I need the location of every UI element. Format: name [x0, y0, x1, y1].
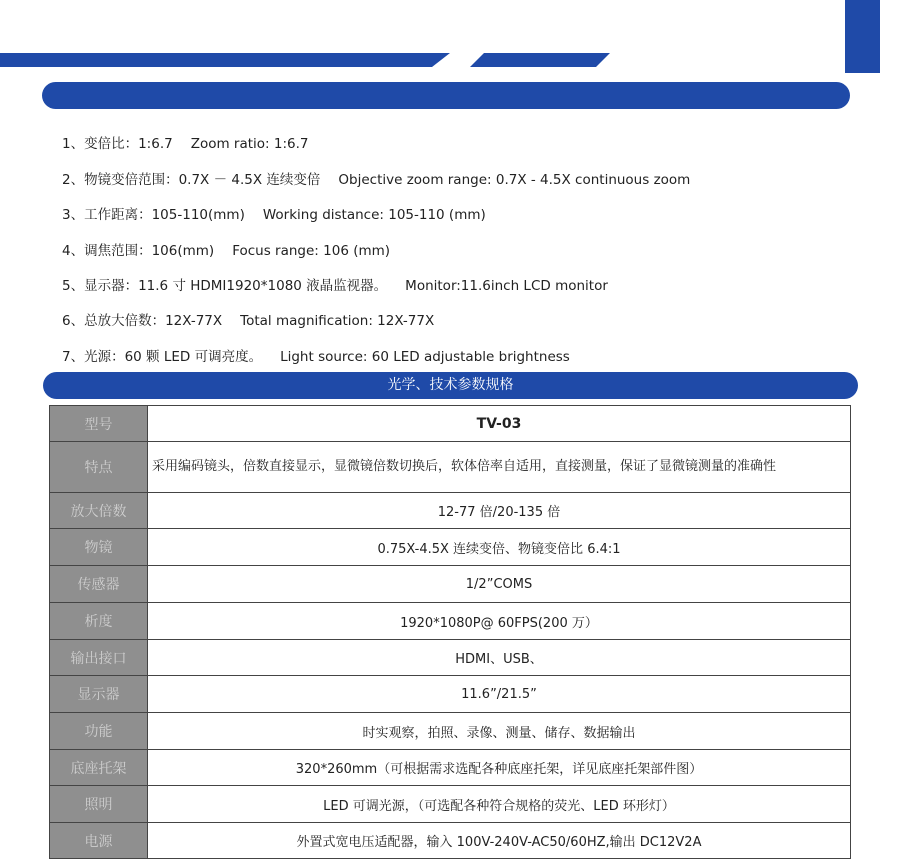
feature-en: Total magnification: 12X-77X [240, 313, 435, 329]
spec-table [49, 405, 851, 859]
section-title: 光学、技术参数规格 [43, 372, 858, 399]
table-row [50, 786, 851, 823]
corner-block [845, 0, 880, 73]
row-value: LED 可调光源，（可选配各种符合规格的荧光、LED 环形灯） [148, 786, 851, 823]
feature-en: Monitor:11.6inch LCD monitor [405, 278, 608, 294]
row-label: 照明 [50, 786, 148, 823]
row-value: 采用编码镜头，倍数直接显示，显微镜倍数切换后，软体倍率自适用，直接测量，保证了显微镜测量的准确性 [148, 442, 851, 493]
feature-line [62, 203, 486, 223]
row-label: 功能 [50, 713, 148, 750]
table-row [50, 566, 851, 603]
row-value: 1920*1080P@ 60FPS(200 万） [148, 603, 851, 640]
table-row [50, 676, 851, 713]
row-label: 放大倍数 [50, 493, 148, 529]
feature-line [62, 309, 434, 329]
row-value: 0.75X-4.5X 连续变倍、物镜变倍比 6.4:1 [148, 529, 851, 566]
feature-zh: 6、总放大倍数：12X-77X [62, 313, 223, 329]
feature-line [62, 132, 309, 152]
row-value: 外置式宽电压适配器，输入 100V-240V-AC50/60HZ,输出 DC12V2A [148, 823, 851, 859]
row-value: 11.6”/21.5” [148, 676, 851, 713]
table-row [50, 442, 851, 493]
table-row [50, 603, 851, 640]
feature-zh: 5、显示器：11.6 寸 HDMI1920*1080 液晶监视器。 [62, 278, 388, 294]
feature-en: Focus range: 106 (mm) [232, 243, 391, 259]
row-label: 物镜 [50, 529, 148, 566]
row-value: 12-77 倍/20-135 倍 [148, 493, 851, 529]
row-value: 时实观察，拍照、录像、测量、储存、数据输出 [148, 713, 851, 750]
row-value: 1/2”COMS [148, 566, 851, 603]
table-row [50, 493, 851, 529]
table-row [50, 529, 851, 566]
row-value: TV-03 [148, 406, 851, 442]
table-row [50, 823, 851, 859]
feature-en: Working distance: 105-110 (mm) [262, 207, 486, 223]
feature-zh: 3、工作距离：105-110(mm) [62, 207, 245, 223]
table-row [50, 750, 851, 786]
row-label: 底座托架 [50, 750, 148, 786]
feature-en: Light source: 60 LED adjustable brightness [280, 349, 570, 365]
feature-zh: 7、光源：60 颗 LED 可调亮度。 [62, 349, 263, 365]
feature-en: Objective zoom range: 0.7X - 4.5X continuous zoom [338, 172, 691, 188]
row-label: 析度 [50, 603, 148, 640]
header-stripe-left [0, 53, 450, 67]
row-label: 电源 [50, 823, 148, 859]
feature-zh: 1、变倍比：1:6.7 [62, 136, 173, 152]
row-label: 传感器 [50, 566, 148, 603]
row-label: 显示器 [50, 676, 148, 713]
header-stripe-right [470, 53, 610, 67]
feature-en: Zoom ratio: 1:6.7 [190, 136, 309, 152]
table-row [50, 406, 851, 442]
table-row [50, 713, 851, 750]
row-value: 320*260mm（可根据需求选配各种底座托架，详见底座托架部件图） [148, 750, 851, 786]
row-label: 输出接口 [50, 640, 148, 676]
row-label: 特点 [50, 442, 148, 493]
feature-zh: 2、物镜变倍范围：0.7X － 4.5X 连续变倍 [62, 172, 321, 188]
feature-line [62, 168, 690, 188]
table-row [50, 640, 851, 676]
row-value: HDMI、USB、 [148, 640, 851, 676]
feature-line [62, 239, 390, 259]
row-label: 型号 [50, 406, 148, 442]
feature-line [62, 274, 608, 294]
header-bar [42, 82, 850, 109]
feature-zh: 4、调焦范围：106(mm) [62, 243, 215, 259]
feature-line [62, 345, 570, 365]
